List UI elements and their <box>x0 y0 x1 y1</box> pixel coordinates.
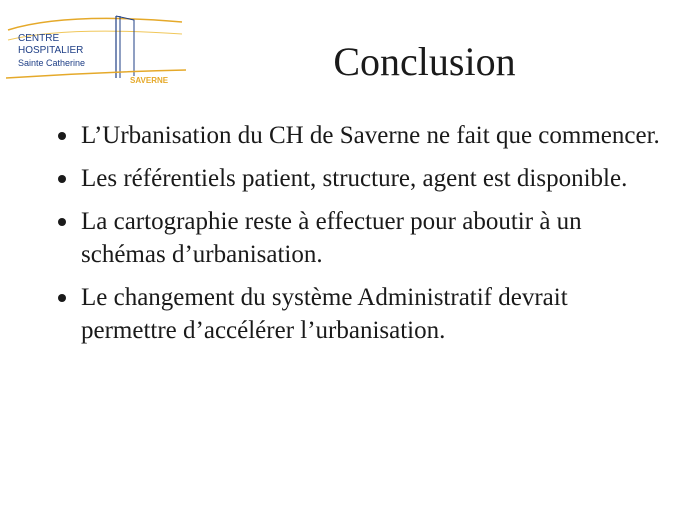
bullet-text: Le changement du système Administratif devrait permettre d’accélérer l’urbanisation. <box>81 284 568 344</box>
bullet-dot-icon <box>58 294 66 302</box>
bullet-dot-icon <box>58 175 66 183</box>
bullet-text: L’Urbanisation du CH de Saverne ne fait que commencer. <box>81 122 660 149</box>
logo-line-centre: CENTRE <box>18 33 60 44</box>
logo-line-hospitalier: HOSPITALIER <box>18 45 84 56</box>
slide-title: Conclusion <box>333 39 516 84</box>
bullet-list <box>56 119 666 357</box>
bullet-item <box>56 162 666 195</box>
bullet-item <box>56 281 666 347</box>
bullet-dot-icon <box>58 218 66 226</box>
bullet-text: La cartographie reste à effectuer pour aboutir à un schémas d’urbanisation. <box>81 208 582 268</box>
logo-line-saverne: SAVERNE <box>130 76 169 85</box>
bullet-text: Les référentiels patient, structure, agent est disponible. <box>81 165 628 192</box>
bullet-item <box>56 119 666 152</box>
logo-line-sainte-catherine: Sainte Catherine <box>18 58 86 68</box>
bullet-item <box>56 205 666 271</box>
bullet-dot-icon <box>58 132 66 140</box>
